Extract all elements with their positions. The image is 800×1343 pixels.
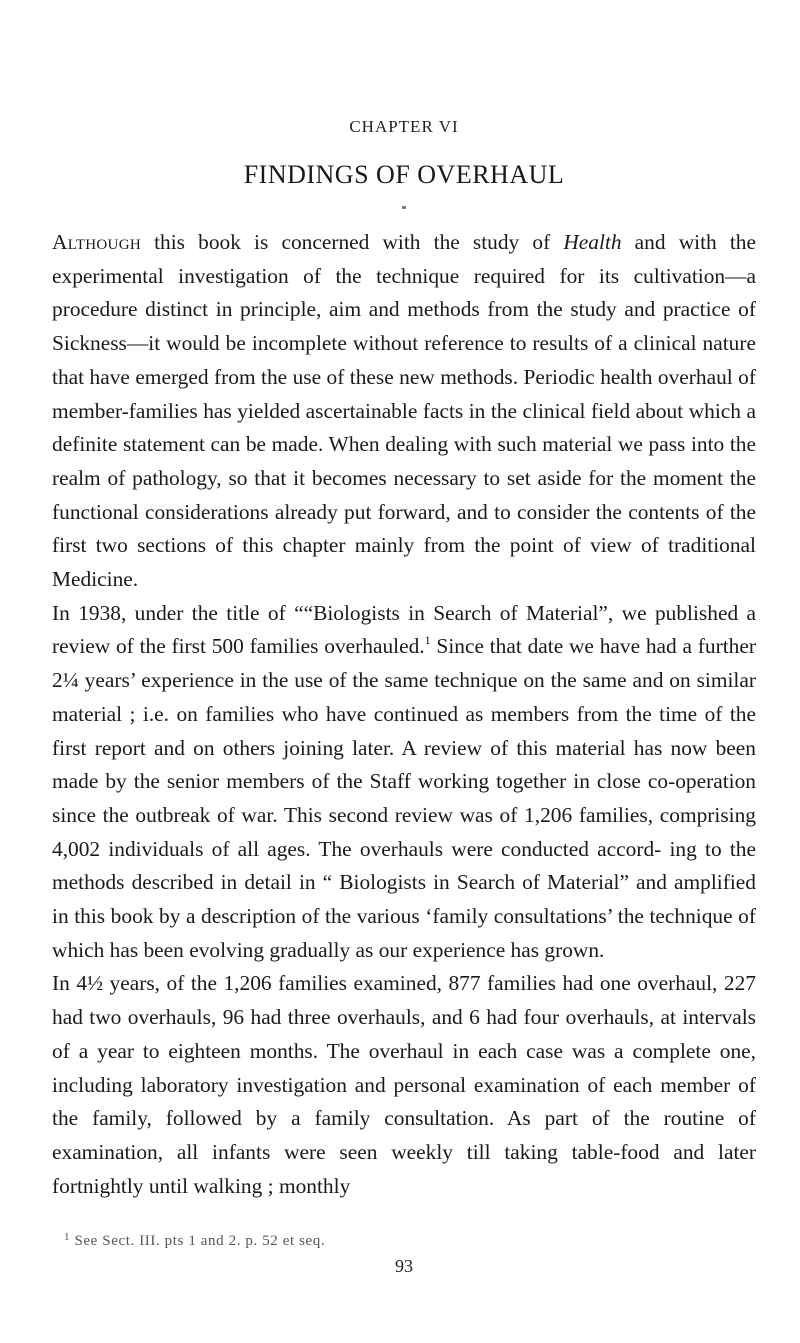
paragraph-3: [52, 967, 756, 1203]
paragraph-text-rest: and with the experimental investigation of the technique required for its cultivation—a procedure distinct in principle, aim and methods from the study and practice of Sickness—it would be incomplete without reference to results of a clinical nature that have emerged from the use of these new methods. Periodic health overhaul of member-families has yielded ascertainable facts in the clinical field about which a definite statement can be made. When dealing with such material we pass into the realm of pathology, so that it becomes necessary to set aside for the moment the functional considerations already put forward, and to consider the contents of the first two sections of this chapter mainly from the point of view of traditional Medicine.: [52, 230, 756, 592]
paragraph-text: In 4½ years, of the 1,206 families examined, 877 families had one overhaul, 227 had two overhauls, 96 had three overhauls, and 6 had four overhauls, at intervals of a year to eighteen months. The overhaul in each case was a complete one, including laboratory investigation and personal examination of each member of the family, followed by a family consultation. As part of the routine of examination, all infants were seen weekly till taking table-food and later fortnightly until walking ; monthly: [52, 971, 756, 1198]
body-text: [52, 226, 756, 1203]
paragraph-text: this book is concerned with the study of: [140, 230, 564, 254]
paragraph-1: [52, 226, 756, 597]
paragraph-2: [52, 597, 756, 968]
paragraph-text: In 1938, under the title of ““Biologists in Search of Material”, we published a review of the first 500 families overhauled.: [52, 600, 756, 659]
emphasis-health: Health: [563, 230, 622, 254]
paragraph-text-rest: Since that date we have had a further 2¼ years’ experience in the use of the same technique on the same and on similar material ; i.e. on families who have continued as members from the time of the first report and on others joining later. A review of this material has now been made by the senior members of the Staff working together in close co-operation since the outbreak of war. This second review was of 1,206 families, comprising 4,002 individuals of all ages. The overhauls were conducted accord- ing to the methods described in detail in “ Biologists in Search of Material” and amplified in this book by a description of the various ‘family consultations’ the technique of which has been evolving gradually as our experience has grown.: [52, 634, 756, 962]
footnote-mark: 1: [64, 1231, 71, 1243]
book-page: [52, 0, 756, 1343]
footnote-reference: 1: [424, 633, 431, 648]
chapter-title: FINDINGS OF OVERHAUL: [243, 160, 565, 189]
divider-dot: [402, 206, 406, 209]
page-number: 93: [395, 1256, 413, 1276]
footnote: [64, 1233, 754, 1250]
chapter-label: CHAPTER VI: [349, 117, 459, 136]
footnote-text: See Sect. III. pts 1 and 2. p. 52 et seq.: [70, 1233, 326, 1249]
paragraph-lead-word: Although: [52, 230, 141, 254]
